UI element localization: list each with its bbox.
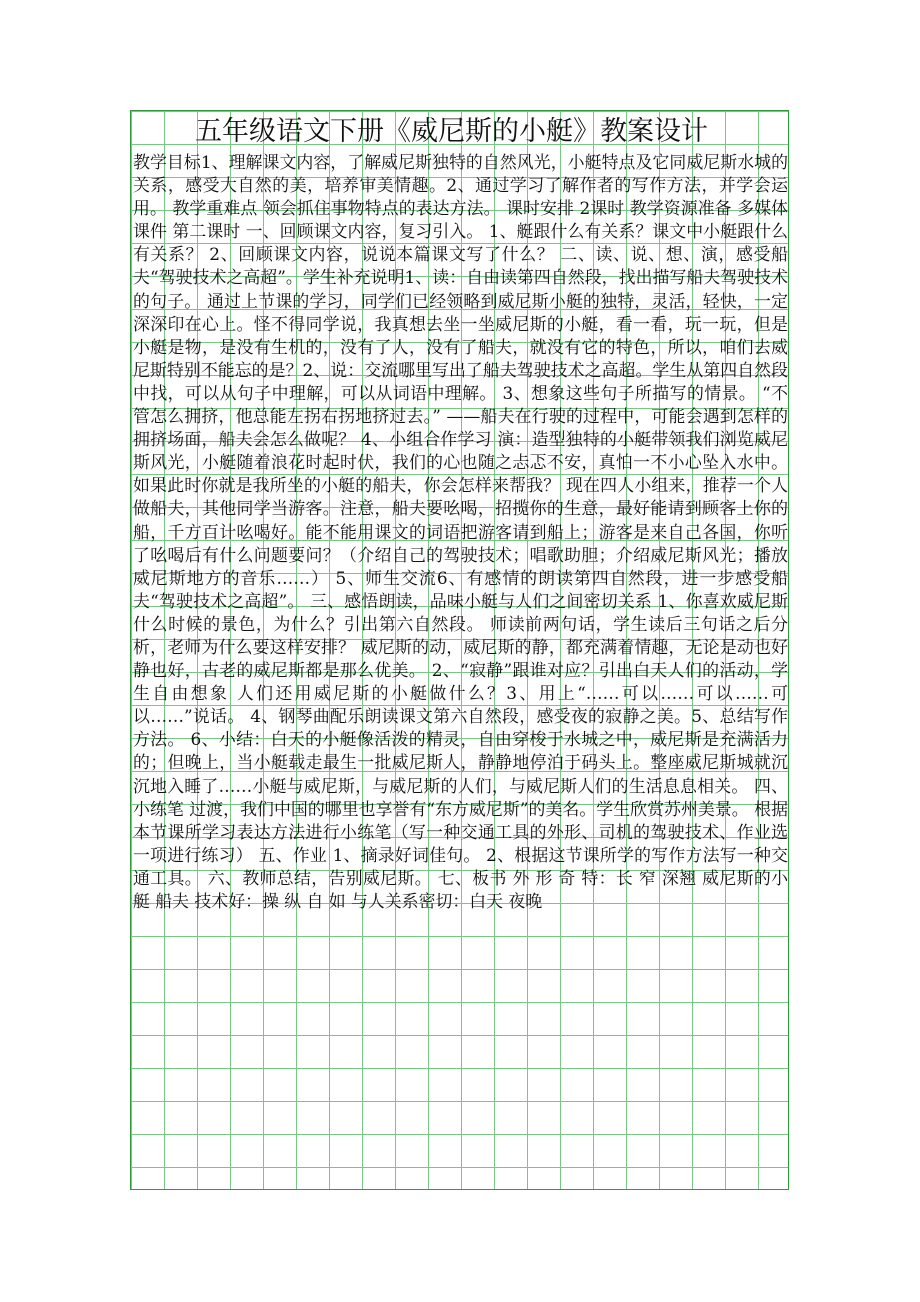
lesson-plan-body: 教学目标1、理解课文内容，了解威尼斯独特的自然风光，小艇特点及它同威尼斯水城的关系，感受大自然的美，培养审美情趣。2、通过学习了解作者的写作方法，并学会运用。 教学重难点 领会抓住事物特点的表达方法。 课时安排 2课时 教学资源准备 多媒体课件 第二课时 一、回顾课文内容，复习引入。 1、艇跟什么有关系？课文中小艇跟什么有关系？ 2、回顾课文内容，说说本篇课文写了什么？ 二、读、说、想、演，感受船夫“驾驶技术之高超”。学生补充说明1、读：自由读第四自然段，找出描写船夫驾驶技术的句子。 通过上节课的学习，同学们已经领略到威尼斯小艇的独特，灵活，轻快，一定深深印在心上。怪不得同学说，我真想去坐一坐威尼斯的小艇，看一看，玩一玩，但是小艇是物，是没有生机的，没有了人，没有了船夫，就没有它的特色，所以，咱们去威尼斯特别不能忘的是？2、说：交流哪里写出了船夫驾驶技术之高超。学生从第四自然段中找，可以从句子中理解，可以从词语中理解。 3、想象这些句子所描写的情景。 “不管怎么拥挤，他总能左拐右拐地挤过去。” ——船夫在行驶的过程中，可能会遇到怎样的拥挤场面，船夫会怎么做呢？ 4、小组合作学习 演：造型独特的小艇带领我们浏览威尼斯风光，小艇随着浪花时起时伏，我们的心也随之忐忑不安，真怕一不小心坠入水中。如果此时你就是我所坐的小艇的船夫，你会怎样来帮我？ 现在四人小组来，推荐一个人做船夫，其他同学当游客。注意，船夫要吆喝，招揽你的生意，最好能请到顾客上你的船，千方百计吆喝好。能不能用课文的词语把游客请到船上；游客是来自己各国，你听了吆喝后有什么问题要问？（介绍自己的驾驶技术；唱歌助胆；介绍威尼斯风光；播放威尼斯地方的音乐……） 5、师生交流6、有感情的朗读第四自然段，进一步感受船夫“驾驶技术之高超”。 三、感悟朗读，品味小艇与人们之间密切关系 1、你喜欢威尼斯什么时候的景色，为什么？引出第六自然段。 师读前两句话，学生读后三句话之后分析，老师为什么要这样安排？ 威尼斯的动，威尼斯的静，都充满着情趣，无论是动也好静也好，古老的威尼斯都是那么优美。 2、“寂静”跟谁对应？引出白天人们的活动，学生自由想象 人们还用威尼斯的小艇做什么？3、用上“……可以……可以……可以……”说话。 4、钢琴曲配乐朗读课文第六自然段，感受夜的寂静之美。5、总结写作方法。 6、小结：白天的小艇像活泼的精灵，自由穿梭于水城之中，威尼斯是充满活力的；但晚上，当小艇载走最生一批威尼斯人，静静地停泊于码头上。整座威尼斯城就沉沉地入睡了……小艇与威尼斯，与威尼斯的人们，与威尼斯人们的生活息息相关。 四、小练笔 过渡，我们中国的哪里也享誉有“东方威尼斯”的美名。学生欣赏苏州美景。 根据本节课所学习表达方法进行小练笔（写一种交通工具的外形、司机的驾驶技术、作业选一项进行练习） 五、作业 1、摘录好词佳句。 2、根据这节课所学的写作方法写一种交通工具。 六、教师总结，告别威尼斯。 七、板书 外 形 奇 特：长 窄 深翘 威尼斯的小艇 船夫 技术好：操 纵 自 如 与人关系密切：白天 夜晚 (133, 152, 788, 911)
page-title: 五年级语文下册《威尼斯的小艇》教案设计 (195, 117, 708, 147)
grid-paper (130, 110, 789, 1190)
